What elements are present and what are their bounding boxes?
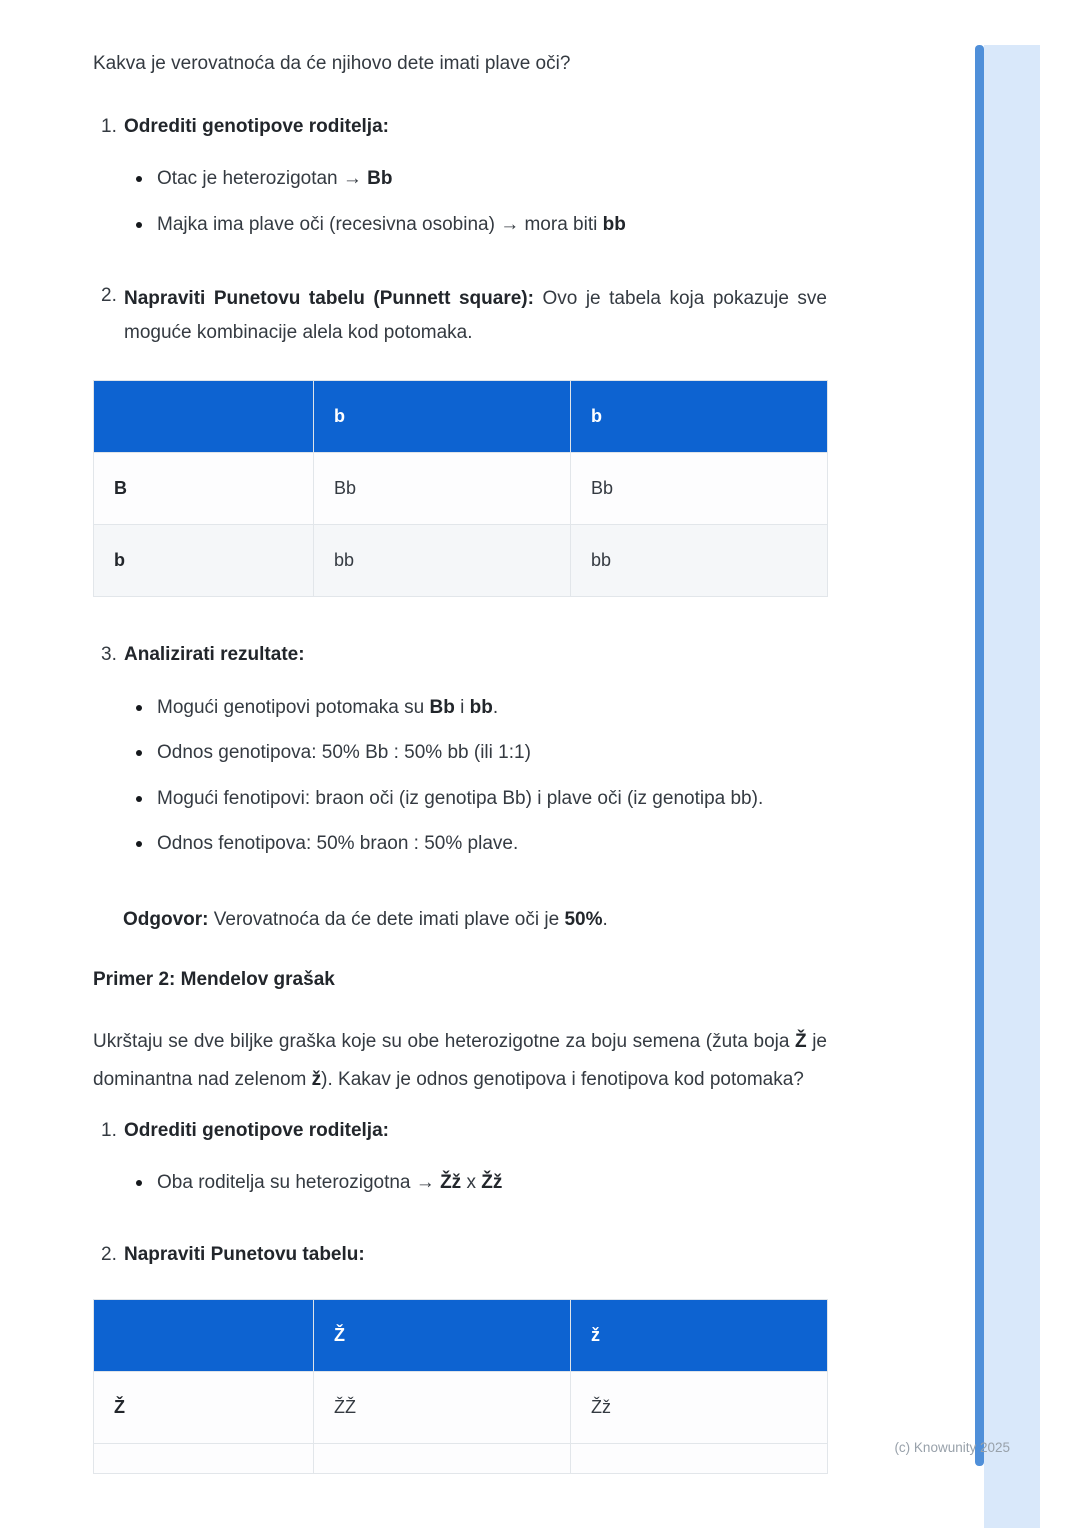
punnett-header-cell: [94, 1300, 314, 1372]
bullet-icon: [136, 1180, 142, 1186]
bullet-icon: [136, 222, 142, 228]
punnett-row-header: Ž: [94, 1372, 314, 1444]
list-item: [124, 739, 827, 768]
bullet-list: [124, 165, 827, 239]
text-run: Majka ima plave oči (recesivna osobina) → mora biti: [157, 213, 603, 235]
punnett-header-cell: ž: [571, 1300, 828, 1372]
punnett-row-header: [94, 1444, 314, 1474]
text-run: Mogući genotipovi potomaka su: [157, 696, 430, 718]
text-run-bold: Napraviti Punetovu tabelu (Punnett square):: [124, 288, 534, 309]
text-run: Verovatnoća da će dete imati plave oči je: [208, 908, 565, 930]
step-body: [124, 641, 827, 876]
bullet-icon: [136, 750, 142, 756]
text-run: Odnos fenotipova: 50% braon : 50% plave.: [157, 833, 519, 855]
punnett-header-cell: Ž: [314, 1300, 571, 1372]
text-run: x: [461, 1172, 482, 1194]
text-run: .: [602, 908, 608, 930]
list-item-text: [157, 165, 827, 194]
punnett-cell: Žž: [571, 1372, 828, 1444]
bullet-icon: [136, 176, 142, 182]
text-run: .: [492, 696, 499, 718]
bullet-list: [124, 694, 827, 859]
text-run-bold: Žž: [481, 1172, 503, 1194]
answer-text: [123, 906, 827, 935]
step-text: [124, 282, 827, 350]
text-run-bold: ž: [311, 1068, 322, 1090]
punnett-table-2: [93, 1299, 828, 1474]
punnett-cell: bb: [314, 525, 571, 597]
punnett-row-header: B: [94, 453, 314, 525]
punnett-cell: bb: [571, 525, 828, 597]
list-item: [124, 211, 827, 240]
text-run: je dominantna nad zelenom: [93, 1030, 827, 1090]
table-row-partial: [94, 1444, 828, 1474]
table-header-row: [94, 1300, 828, 1372]
list-item: [124, 830, 827, 859]
section-heading: Primer 2: Mendelov grašak: [93, 969, 335, 991]
question-text: Kakva je verovatnoća da će njihovo dete imati plave oči?: [93, 53, 571, 74]
step-body: [124, 1241, 827, 1270]
copyright-text: (c) Knowunity 2025: [894, 1440, 1010, 1455]
step-title: Odrediti genotipove roditelja:: [124, 1119, 389, 1141]
list-item-text: [157, 211, 827, 240]
punnett-row-header: b: [94, 525, 314, 597]
text-run: i: [454, 696, 470, 718]
punnett-cell: [314, 1444, 571, 1474]
document-content: [93, 50, 827, 1518]
text-run: Mogući fenotipovi: braon oči (iz genotipa Bb) i plave oči (iz genotipa bb).: [157, 787, 764, 809]
punnett-header-cell: b: [314, 381, 571, 453]
step-title: Analizirati rezultate:: [124, 644, 305, 666]
bullet-icon: [136, 705, 142, 711]
punnett-cell: [571, 1444, 828, 1474]
step-number: 2.: [101, 285, 117, 306]
list-item: [124, 694, 827, 723]
punnett-cell: Bb: [571, 453, 828, 525]
list-item-text: [157, 785, 827, 814]
text-run-bold: Bb: [429, 696, 455, 718]
scrollbar-track[interactable]: [984, 45, 1040, 1528]
text-run-bold: Žž: [440, 1172, 462, 1194]
punnett-header-cell: b: [571, 381, 828, 453]
list-item: [124, 785, 827, 814]
punnett-cell: ŽŽ: [314, 1372, 571, 1444]
text-run-bold: Bb: [367, 168, 393, 189]
list-item-text: [157, 830, 827, 859]
text-run-bold: Ž: [795, 1030, 807, 1052]
step-item-1: [93, 113, 827, 257]
list-item-text: [157, 739, 827, 768]
text-run: Otac je heterozigotan →: [157, 168, 368, 189]
step-title: Napraviti Punetovu tabelu:: [124, 1243, 365, 1265]
punnett-cell: Bb: [314, 453, 571, 525]
step-number: 3.: [101, 644, 117, 666]
punnett-table-1: [93, 380, 828, 597]
bullet-list: [124, 1169, 827, 1198]
table-row: [94, 453, 828, 525]
text-run: Odnos genotipova: 50% Bb : 50% bb (ili 1:1): [157, 742, 531, 764]
step-item-1: [93, 1117, 827, 1215]
step-number: 1.: [101, 1119, 117, 1141]
step-item-2: [93, 1241, 827, 1270]
text-run-bold: Odgovor:: [123, 908, 209, 930]
intro-paragraph: [93, 1023, 827, 1099]
list-item-text: [157, 694, 827, 723]
step-body: [124, 1117, 827, 1215]
text-run: Ovo je tabela koja pokazuje sve moguće kombinacije alela kod potomaka.: [124, 288, 827, 344]
text-run: Ukrštaju se dve biljke graška koje su obe heterozigotne za boju semena (žuta boja: [93, 1030, 796, 1052]
step-item-2: [93, 282, 827, 350]
step-body: [124, 282, 827, 350]
step-item-3: [93, 641, 827, 876]
table-row: [94, 1372, 828, 1444]
text-run-bold: 50%: [564, 908, 603, 930]
text-run-bold: bb: [469, 696, 493, 718]
text-run: Oba roditelja su heterozigotna →: [157, 1172, 441, 1194]
bullet-icon: [136, 796, 142, 802]
list-item: [124, 165, 827, 194]
text-run-bold: bb: [602, 213, 626, 235]
scrollbar-thumb[interactable]: [975, 45, 984, 1466]
table-header-row: [94, 381, 828, 453]
text-run: ). Kakav je odnos genotipova i fenotipova kod potomaka?: [321, 1068, 804, 1090]
step-body: [124, 113, 827, 257]
step-number: 2.: [101, 1243, 117, 1265]
table-row: [94, 525, 828, 597]
step-number: 1.: [101, 115, 117, 137]
list-item: [124, 1169, 827, 1198]
step-title: Odrediti genotipove roditelja:: [124, 115, 389, 137]
punnett-header-cell: [94, 381, 314, 453]
bullet-icon: [136, 841, 142, 847]
list-item-text: [157, 1169, 827, 1198]
